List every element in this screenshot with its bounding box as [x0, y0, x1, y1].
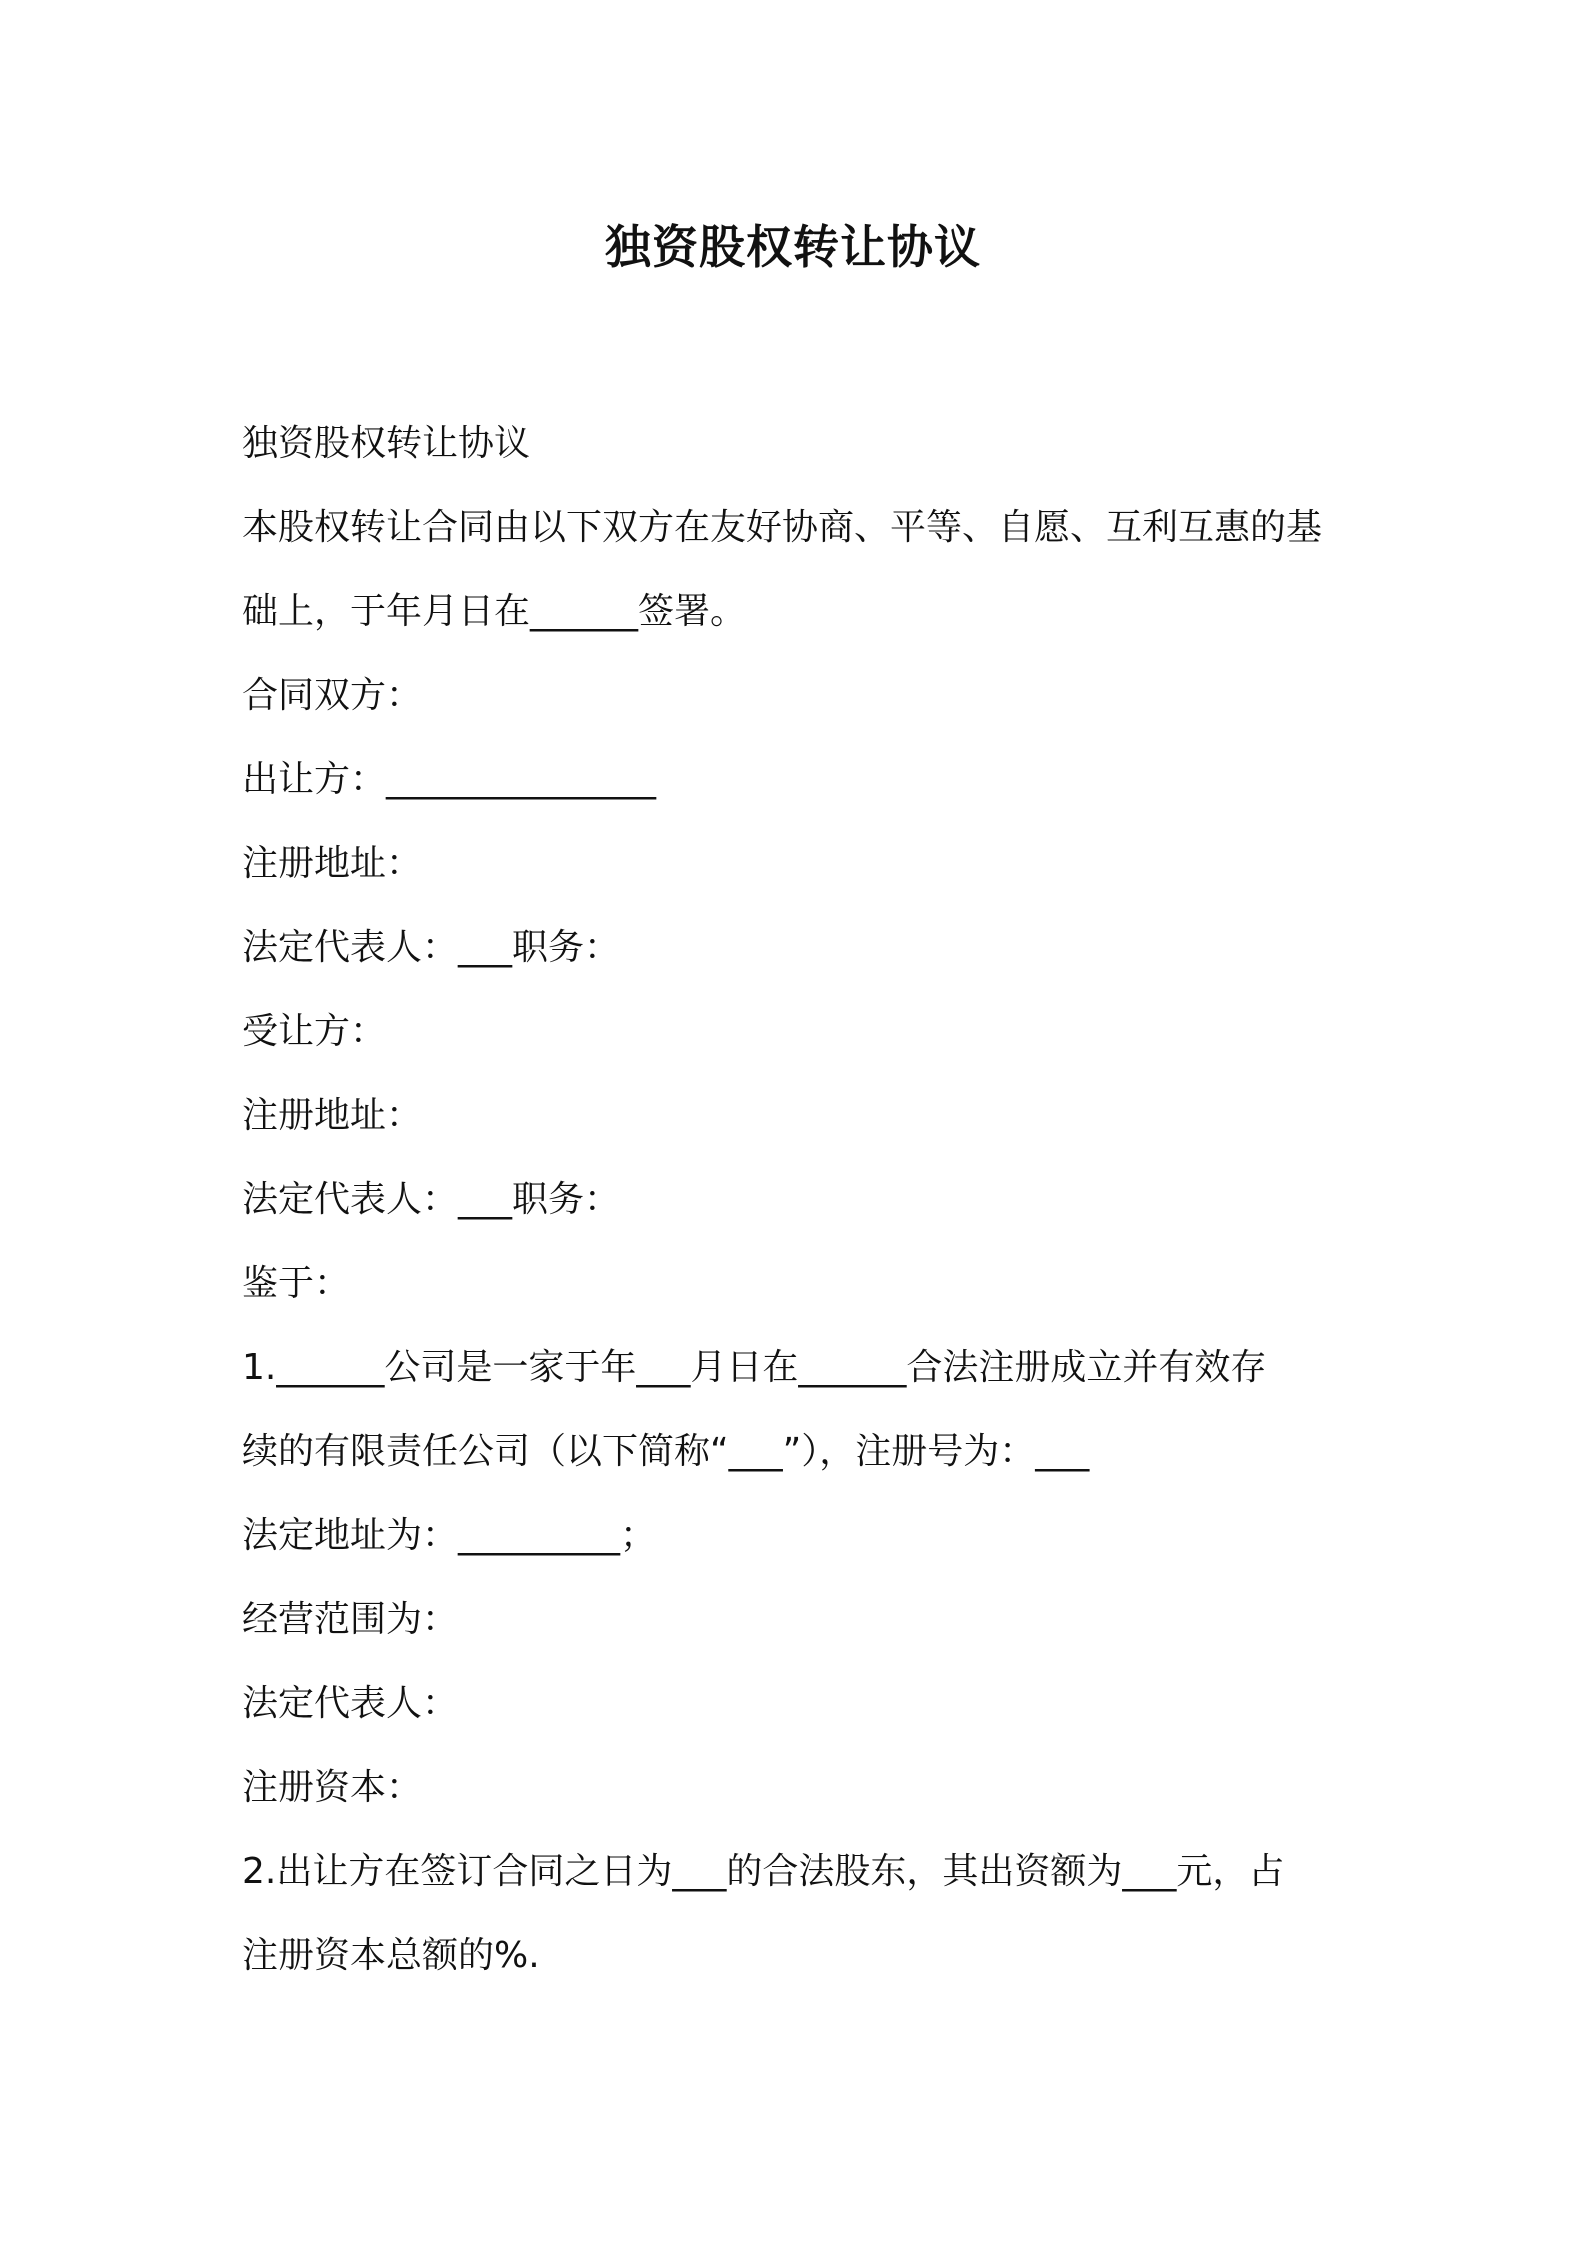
clause-2-line-2: 注册资本总额的%.	[242, 1935, 540, 1976]
preamble-line-1: 本股权转让合同由以下双方在友好协商、平等、自愿、互利互惠的基	[242, 507, 1323, 548]
document-title: 独资股权转让协议	[605, 220, 981, 274]
transferor-representative-line: 法定代表人：___职务：	[242, 927, 621, 968]
transferor-line: 出让方：_______________	[242, 759, 657, 800]
transferee-line: 受让方：	[242, 1011, 387, 1052]
legal-representative-line: 法定代表人：	[242, 1683, 459, 1724]
document-body	[242, 402, 1362, 1998]
transferee-address-line: 注册地址：	[242, 1095, 423, 1136]
preamble-line-2: 础上，于年月日在______签署。	[242, 591, 747, 632]
registered-capital-line: 注册资本：	[242, 1767, 423, 1808]
transferee-representative-line: 法定代表人：___职务：	[242, 1179, 621, 1220]
legal-address-line: 法定地址为：_________；	[242, 1515, 657, 1556]
subtitle-line: 独资股权转让协议	[242, 423, 531, 464]
clause-2-line-1: 2.出让方在签订合同之日为___的合法股东，其出资额为___元，占	[242, 1851, 1285, 1892]
clause-1-line-2: 续的有限责任公司（以下简称“___”），注册号为：___	[242, 1431, 1090, 1472]
whereas-heading: 鉴于：	[242, 1263, 351, 1304]
transferor-address-line: 注册地址：	[242, 843, 423, 884]
business-scope-line: 经营范围为：	[242, 1599, 459, 1640]
clause-1-line-1: 1.______公司是一家于年___月日在______合法注册成立并有效存	[242, 1347, 1267, 1388]
parties-heading: 合同双方：	[242, 675, 423, 716]
